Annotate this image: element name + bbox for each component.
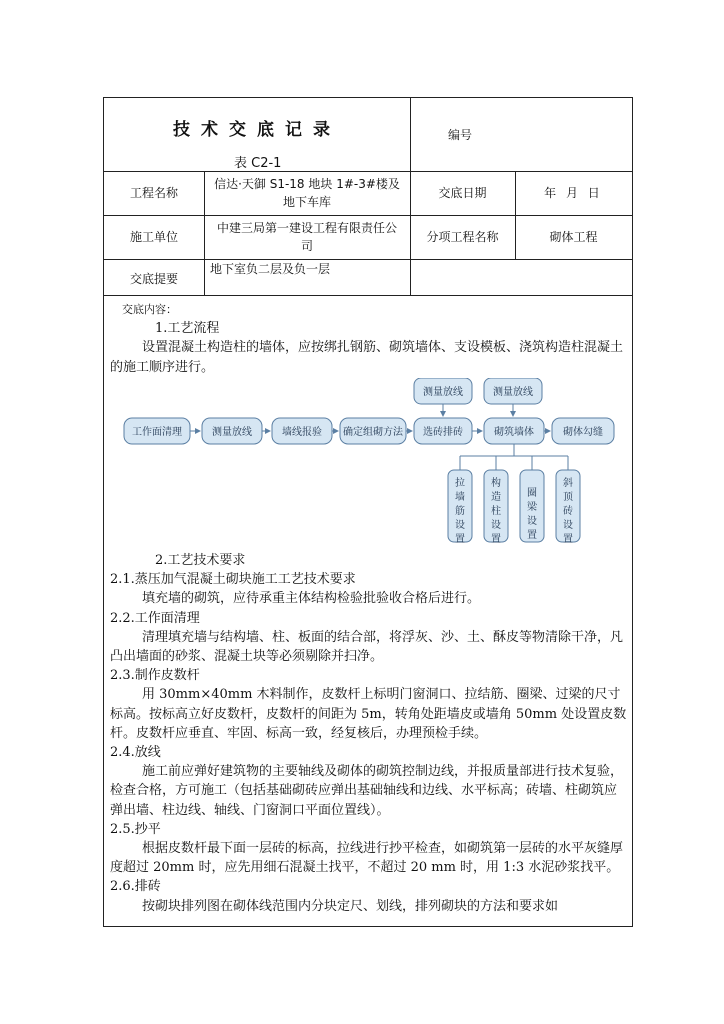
svg-text:构造柱设置: 构造柱设置 <box>491 478 501 545</box>
row-divider <box>104 259 632 260</box>
step-1 <box>124 418 190 444</box>
process-flowchart <box>114 378 624 553</box>
number-label: 编号 <box>447 127 472 142</box>
content-bottom <box>110 551 628 916</box>
document-frame <box>103 97 633 927</box>
step-2 <box>202 418 262 444</box>
page-title: 技术交底记录 <box>173 120 341 140</box>
svg-text:确定组砌方法: 确定组砌方法 <box>343 427 403 438</box>
summary-label: 交底提要 <box>129 272 178 286</box>
section-1-title: 1.工艺流程 <box>155 321 220 337</box>
subproject-label: 分项工程名称 <box>426 230 499 244</box>
top-step-2 <box>484 378 542 404</box>
section-2-6-title: 2.6.排砖 <box>110 879 161 895</box>
section-2-2-text: 清理填充墙与结构墙、柱、板面的结合部，将浮灰、沙、土、酥皮等物清除干净，凡凸出墙面的砂浆、混凝土块等必须剔除并扫净。 <box>110 629 624 665</box>
top-step-1 <box>414 378 472 404</box>
svg-text:测量放线: 测量放线 <box>423 387 463 398</box>
section-2-5-title: 2.5.抄平 <box>110 821 161 837</box>
svg-text:砌筑墙体: 砌筑墙体 <box>494 427 534 438</box>
subproject-value: 砌体工程 <box>549 230 598 244</box>
svg-text:墙线报验: 墙线报验 <box>282 427 322 438</box>
section-2-5-text: 根据皮数杆最下面一层砖的标高，拉线进行抄平检查，如砌筑第一层砖的水平灰缝厚度超过 20mm 时，应先用细石混凝土找平，不超过 20 mm 时，用 1:3 水泥砂浆找平。 <box>110 841 624 876</box>
svg-text:斜顶砖设置: 斜顶砖设置 <box>563 478 573 545</box>
section-2-2-title: 2.2.工作面清理 <box>110 610 200 626</box>
svg-text:工作面清理: 工作面清理 <box>132 427 182 438</box>
bottom-step-2 <box>484 470 508 545</box>
section-1-text: 设置混凝土构造柱的墙体，应按绑扎钢筋、砌筑墙体、支设模板、浇筑构造柱混凝土的施工顺序进行。 <box>110 340 624 375</box>
handover-date-label: 交底日期 <box>438 186 487 200</box>
section-2-6-text: 按砌块排列图在砌体线范围内分块定尺、划线，排列砌块的方法和要求如 <box>142 898 559 914</box>
section-2-3-title: 2.3.制作皮数杆 <box>110 668 200 684</box>
content-intro: 交底内容： <box>122 303 177 316</box>
section-2-3-text: 用 30mm×40mm 木料制作，皮数杆上标明门窗洞口、拉结筋、圈梁、过梁的尺寸标高。按标高立好皮数杆，皮数杆的间距为 5m，转角处距墙皮或墙角 50mm 处设置皮数杆。皮数杆应垂直、牢固、标高一致，经复核后，办理预检手续。 <box>110 687 627 741</box>
contractor-value: 中建三局第一建设工程有限责任公司 <box>216 221 397 253</box>
section-2-title: 2.工艺技术要求 <box>155 553 246 568</box>
step-5 <box>414 418 472 444</box>
svg-text:砌体勾缝: 砌体勾缝 <box>563 427 603 438</box>
project-name-value: 信达·天御 S1-18 地块 1#-3#楼及地下车库 <box>214 177 400 209</box>
step-4 <box>340 418 406 444</box>
bottom-step-3 <box>520 470 544 542</box>
svg-text:测量放线: 测量放线 <box>493 387 533 398</box>
content-top <box>110 300 628 377</box>
svg-text:选砖排砖: 选砖排砖 <box>423 427 463 438</box>
svg-text:拉墙筋设置: 拉墙筋设置 <box>455 478 465 545</box>
summary-value: 地下室负二层及负一层 <box>210 262 331 276</box>
step-7 <box>552 418 614 444</box>
section-2-1-text: 填充墙的砌筑，应待承重主体结构检验批验收合格后进行。 <box>142 591 481 607</box>
section-2-4-text: 施工前应弹好建筑物的主要轴线及砌体的砌筑控制边线，并报质量部进行技术复验，检查合格，方可施工（包括基础砌砖应弹出基础轴线和边线、水平标高；砖墙、柱砌筑应弹出墙、柱边线、轴线、门窗洞口平面位置线）。 <box>110 764 624 818</box>
section-2-1-title: 2.1.蒸压加气混凝土砌块施工工艺技术要求 <box>110 572 356 588</box>
step-6 <box>484 418 544 444</box>
bottom-step-1 <box>448 470 472 545</box>
contractor-label: 施工单位 <box>129 230 178 244</box>
bottom-step-4 <box>556 470 580 545</box>
number-value <box>510 98 632 171</box>
handover-date-value: 年 月 日 <box>544 186 603 200</box>
svg-text:测量放线: 测量放线 <box>212 427 252 438</box>
section-2-4-title: 2.4.放线 <box>110 745 161 761</box>
svg-text:圈梁设置: 圈梁设置 <box>527 488 537 541</box>
project-name-label: 工程名称 <box>129 186 178 200</box>
step-3 <box>272 418 332 444</box>
form-number: 表 C2-1 <box>234 156 282 171</box>
branch-connector <box>460 444 568 470</box>
